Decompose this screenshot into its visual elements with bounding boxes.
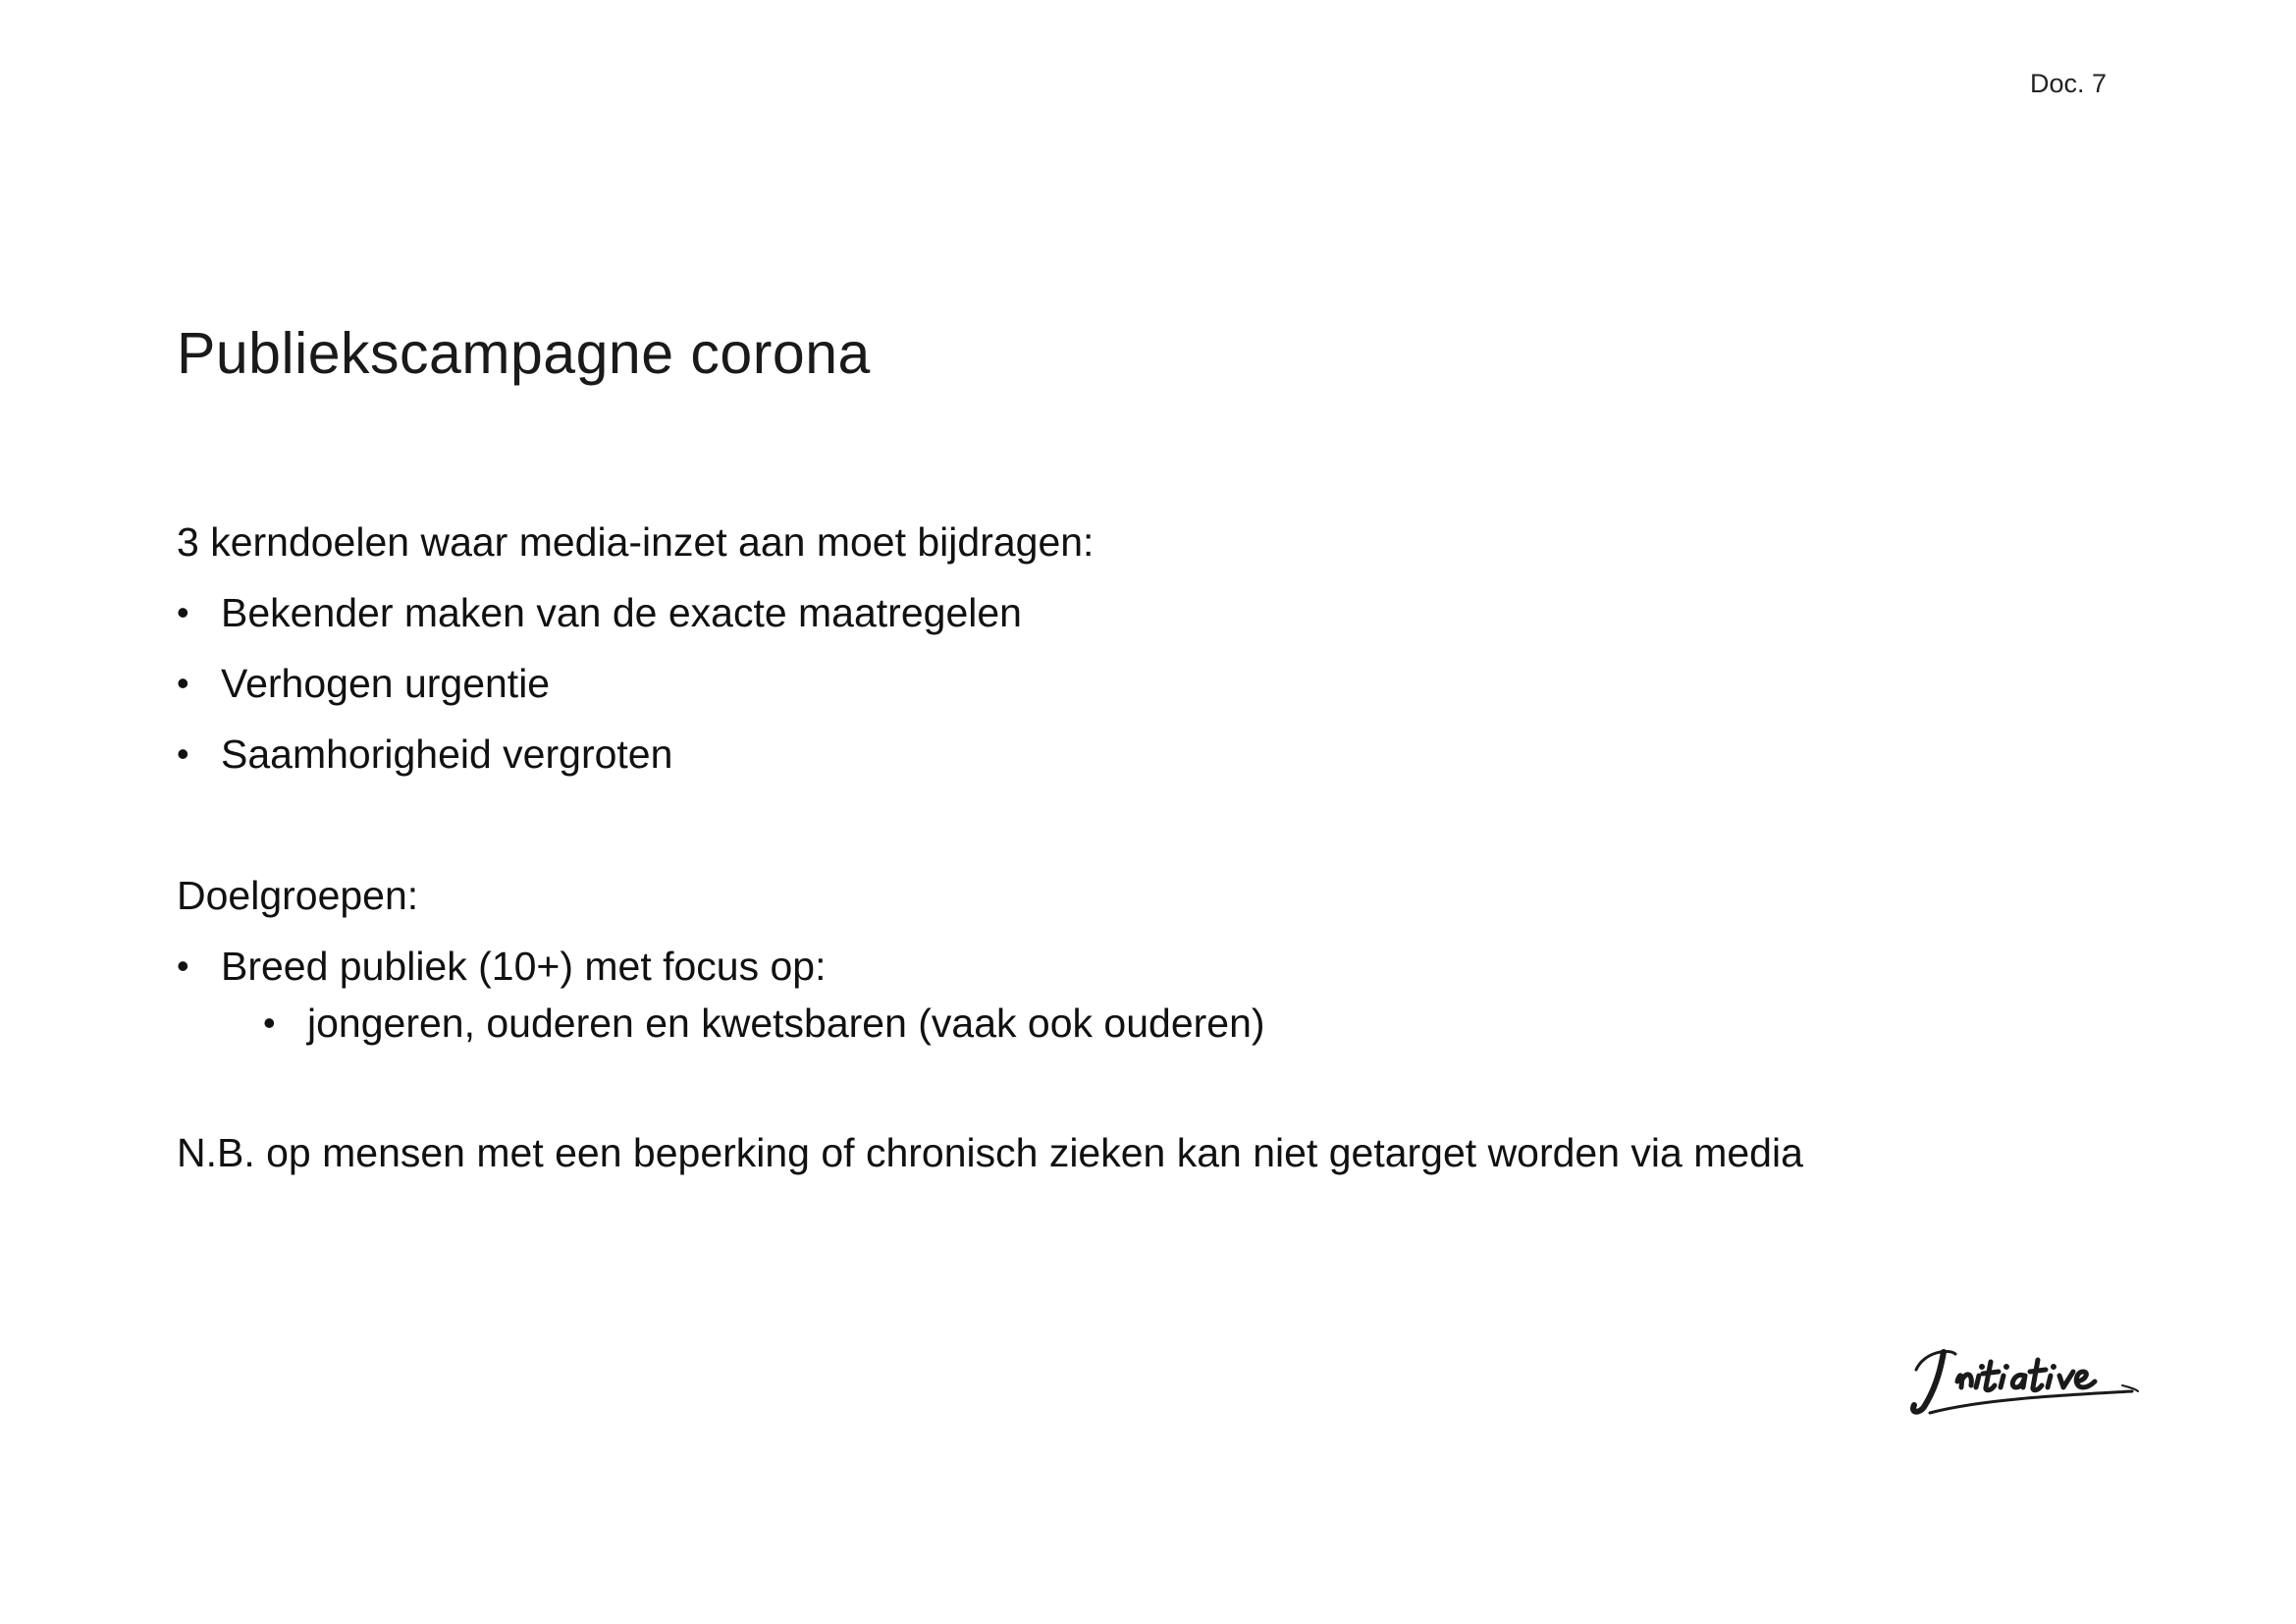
audiences-intro: Doelgroepen: — [177, 873, 419, 918]
goal-item: Bekender maken van de exacte maatregelen — [221, 590, 1022, 635]
bullet-icon: • — [177, 946, 189, 986]
audience-item: Breed publiek (10+) met focus op: — [221, 944, 827, 989]
bullet-icon: • — [177, 663, 189, 703]
goals-intro: 3 kerndoelen waar media-inzet aan moet bijdragen: — [177, 519, 1095, 565]
audience-sub-item: jongeren, ouderen en kwetsbaren (vaak ook ouderen) — [307, 1001, 1265, 1046]
page-title: Publiekscampagne corona — [177, 321, 871, 386]
sub-bullet-icon: • — [263, 1002, 276, 1043]
goal-item: Saamhorigheid vergroten — [221, 731, 673, 777]
initiative-logo — [1904, 1330, 2140, 1424]
note-text: N.B. op mensen met een beperking of chronisch zieken kan niet getarget worden via media — [177, 1130, 1803, 1175]
goal-item: Verhogen urgentie — [221, 661, 551, 706]
bullet-icon: • — [177, 733, 189, 774]
bullet-icon: • — [177, 592, 189, 632]
doc-label: Doc. 7 — [2030, 69, 2108, 98]
